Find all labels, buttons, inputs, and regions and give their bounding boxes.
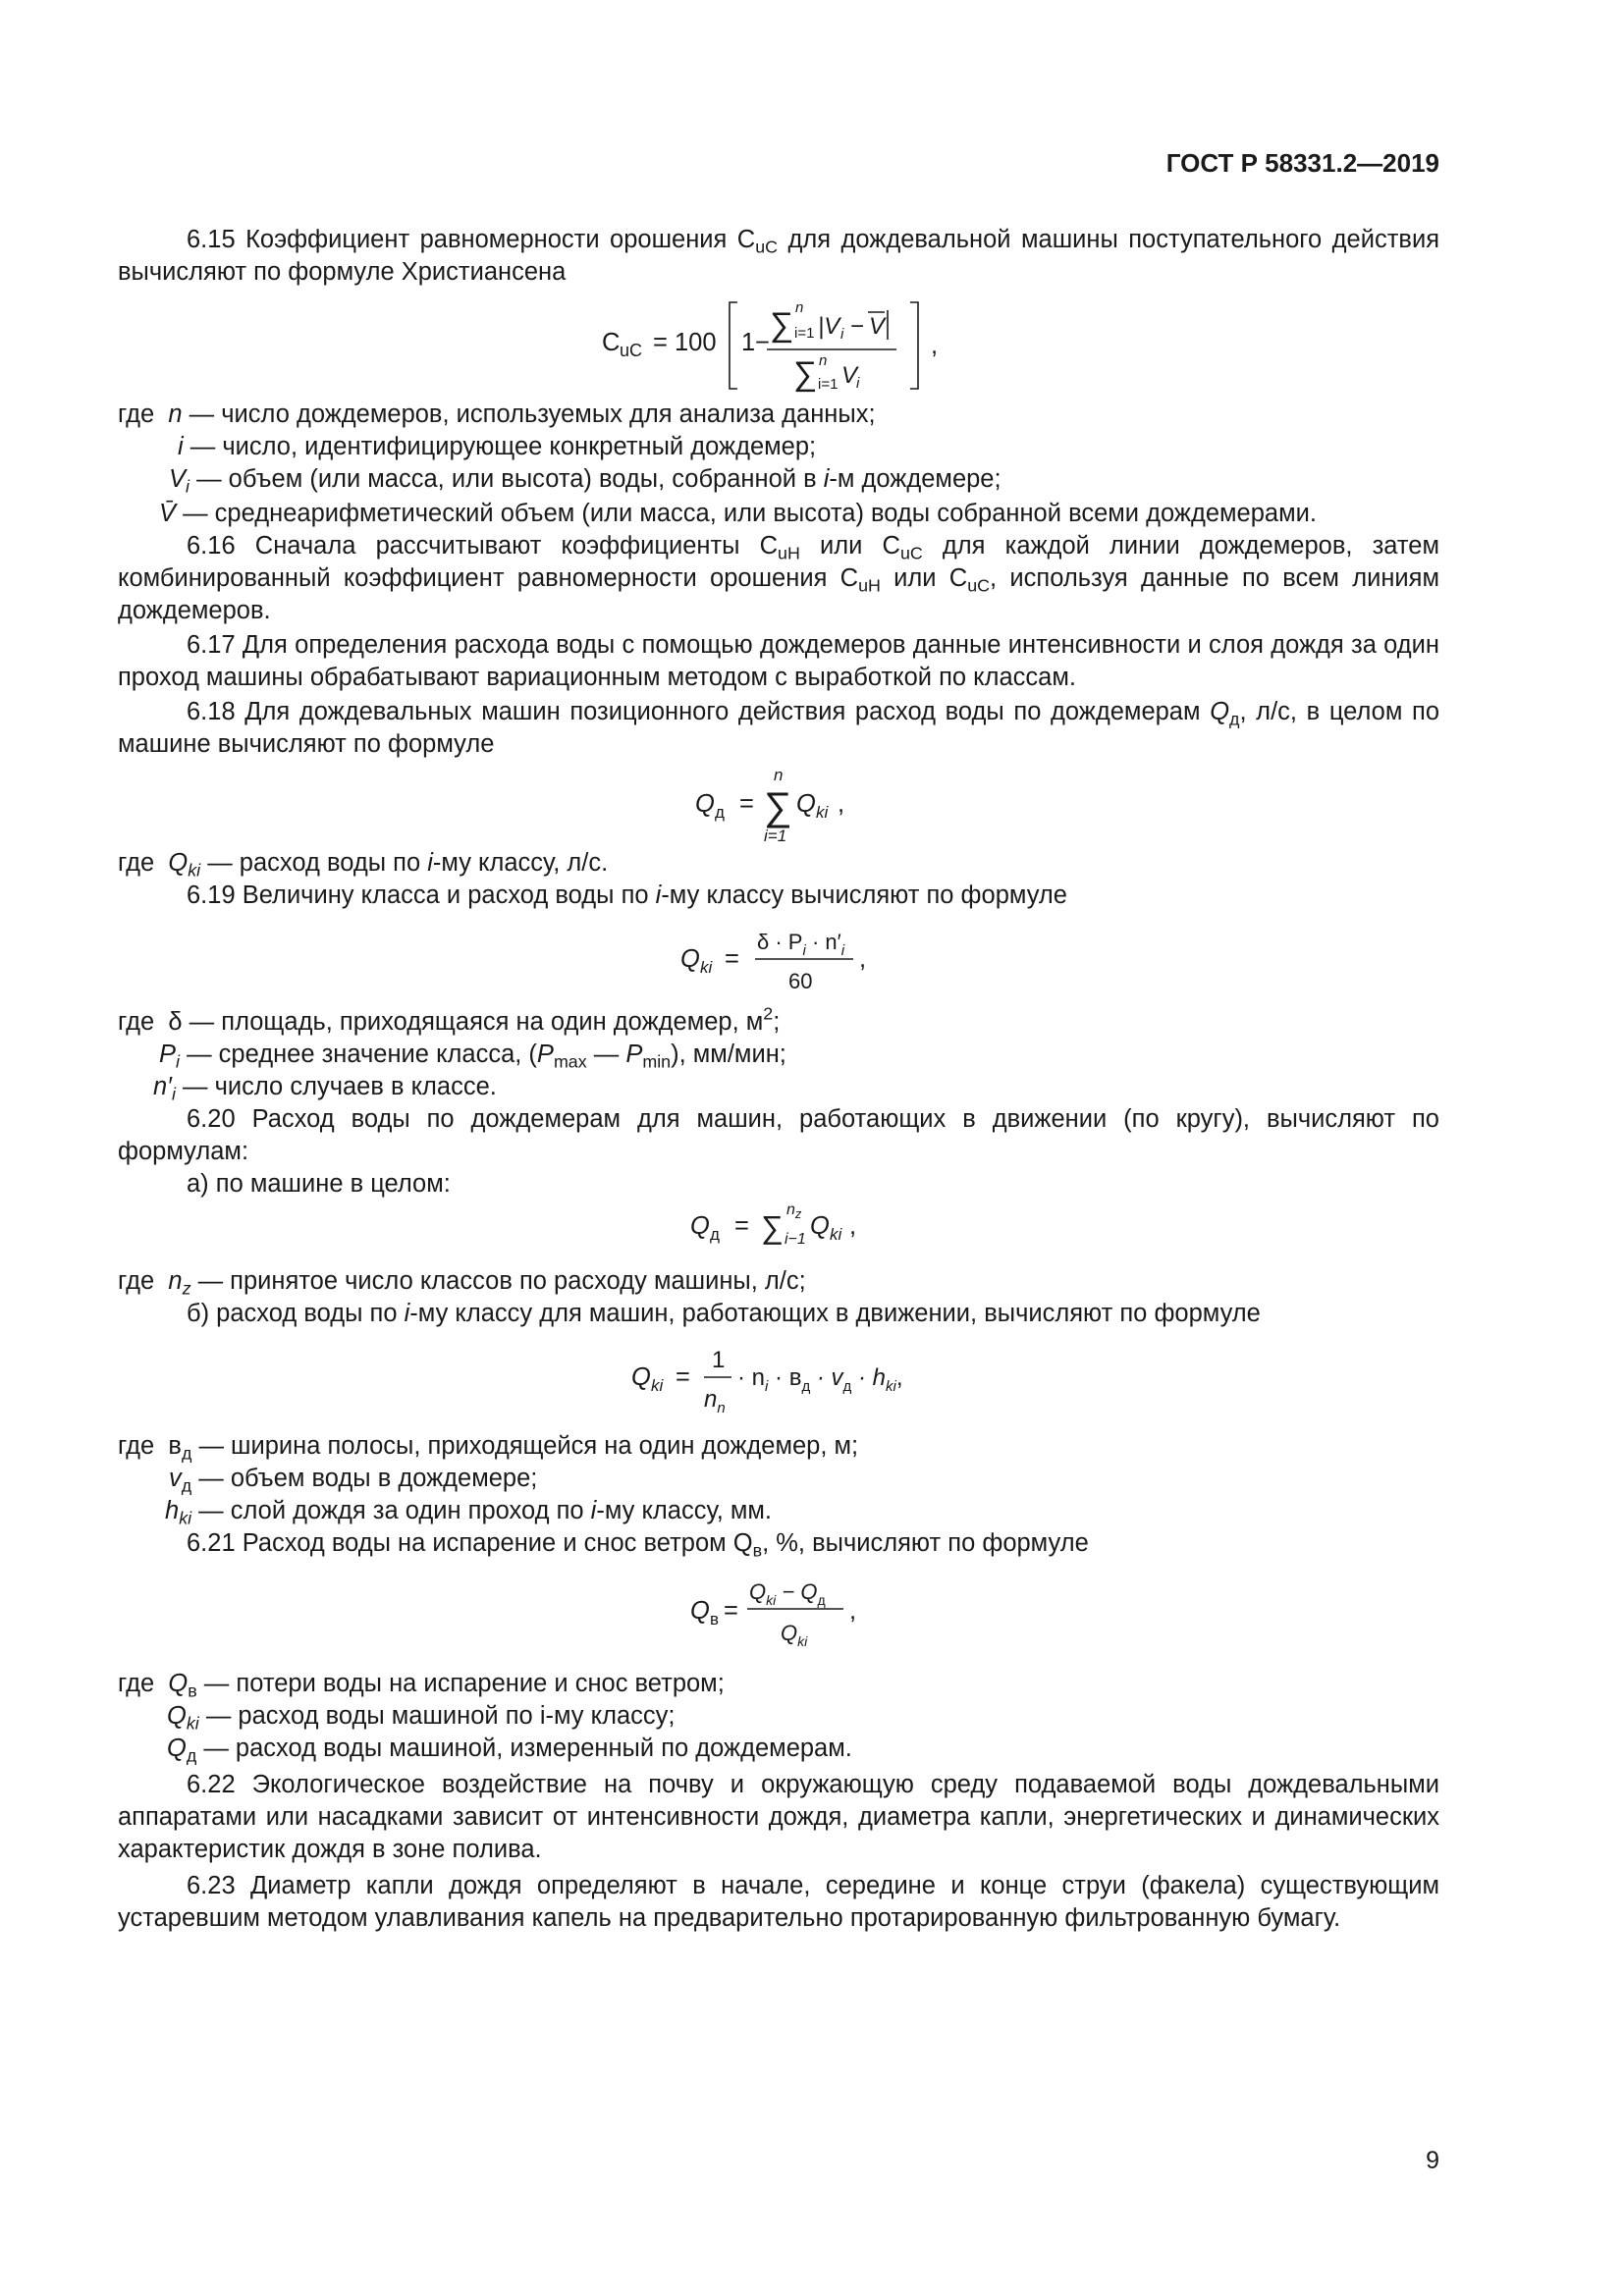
fraction-denominator: $n_n$ <box>704 1386 726 1416</box>
legend-6-20-nz: где $n_z$ — принятое число классов по расходу машины, л/с; <box>118 1267 806 1299</box>
paragraph-6-21: 6.21 Расход воды на испарение и снос ветром $Q_в$, %, вычисляют по формуле <box>187 1529 1089 1561</box>
sum-top: $n_z$ <box>786 1201 802 1221</box>
formula-lhs-subscript: ki <box>700 958 713 977</box>
formula-equals: = 100 <box>653 329 717 356</box>
denominator-term: V <box>841 362 858 389</box>
sum-sign-numerator: ∑ <box>770 306 794 344</box>
formula-lhs-subscript: д <box>710 1225 720 1244</box>
formula-lhs-symbol: Q <box>631 1363 651 1391</box>
item-6-20-b: б) расход воды по i-му классу для машин, работающих в движении, вычисляют по формуле <box>187 1300 1261 1327</box>
fraction-denominator: 60 <box>788 969 813 993</box>
sum-bottom: i=1 <box>764 827 787 843</box>
numerator-term: |V <box>818 313 840 340</box>
formula-lhs-symbol: Q <box>695 790 715 818</box>
formula-comma: , <box>838 790 845 818</box>
legend-6-19-delta: где δ — площадь, приходящаяся на один дождемер, $м^2$; <box>118 1003 781 1036</box>
formula-6-18 <box>118 761 1439 843</box>
document-body <box>118 224 1439 1935</box>
legend-6-15-vbar: V̄ — среднеарифметический объем (или масса, или высота) воды собранной всеми дождемерами. <box>159 500 1317 527</box>
legend-6-19-ni: $n'_i$ — число случаев в классе. <box>153 1073 497 1104</box>
formula-christiansen <box>118 293 1439 399</box>
formula-lhs-subscript: в <box>710 1610 720 1629</box>
fraction-numerator: 1 <box>712 1347 726 1373</box>
sum-top: n <box>774 766 784 784</box>
formula-6-20-a <box>118 1195 1439 1255</box>
formula-equals: = <box>725 945 739 973</box>
sum-top-n-denominator: n <box>819 352 828 369</box>
right-bracket <box>910 302 918 389</box>
formula-lhs-subscript: д <box>715 803 725 822</box>
formula-6-19 <box>118 918 1439 1002</box>
formula-one-minus: 1− <box>741 329 771 356</box>
legend-6-20-vd-volume: $v_д$ — объем воды в дождемере; <box>169 1465 538 1496</box>
sum-sign-denominator: ∑ <box>793 355 818 393</box>
formula-equals: = <box>724 1597 738 1625</box>
fraction-numerator: $\delta \cdot P_i \cdot n'_i$ <box>757 930 845 959</box>
formula-comma: , <box>849 1212 857 1240</box>
sum-bottom-numerator: i=1 <box>794 325 815 342</box>
standard-number: ГОСТ Р 58331.2—2019 <box>1165 148 1439 178</box>
legend-6-15-i: i — число, идентифицирующее конкретный дождемер; <box>178 433 817 460</box>
legend-6-19-pi: $P_i$ — среднее значение класса, ($P_{max}$ — $P_{min}$), мм/мин; <box>159 1041 786 1072</box>
sum-top-n-numerator: n <box>795 299 804 316</box>
formula-equals: = <box>734 1212 749 1240</box>
paragraph-6-23: 6.23 Диаметр капли дождя определяют в начале, середине и конце струи (факела) существующим устаревшим методом улавливания капель на предварительно протарированную фильтрованную бумагу. <box>118 1872 1439 1932</box>
sum-bottom-denominator: i=1 <box>818 376 839 393</box>
paragraph-6-16: 6.16 Сначала рассчитывают коэффициенты $C_{uH}$ или $C_{uC}$ для каждой линии дождемеров, затем комбинированный коэффициент равномерности орошения $C_{uH}$ или $C_{uC}$, используя данные по всем линиям дождемеров. <box>118 532 1440 624</box>
sum-bottom: i−1 <box>785 1231 806 1248</box>
fraction-numerator: $Q_{ki} - Q_д$ <box>749 1579 826 1608</box>
sum-term: Q <box>796 790 816 818</box>
formula-equals: = <box>739 790 754 818</box>
formula-lhs-symbol: Q <box>690 1597 710 1625</box>
legend-6-15-n: где n — число дождемеров, используемых для анализа данных; <box>118 400 876 428</box>
paragraph-6-22: 6.22 Экологическое воздействие на почву и окружающую среду подаваемой воды дождевальными аппаратами или насадками зависит от интенсивности дождя, диаметра капли, энергетических и динамических характеристик дождя в зоне полива. <box>118 1771 1439 1863</box>
page-number: 9 <box>1426 2147 1439 2174</box>
formula-lhs-symbol: Q <box>680 945 700 973</box>
paragraph-6-17: 6.17 Для определения расхода воды с помощью дождемеров данные интенсивности и слоя дождя за один проход машины обрабатывают вариационным методом с выработкой по классам. <box>118 631 1439 691</box>
legend-6-21-qv: где $Q_в$ — потери воды на испарение и снос ветром; <box>118 1670 725 1701</box>
legend-6-20-vd-width: где $в_д$ — ширина полосы, приходящейся на один дождемер, м; <box>118 1432 859 1464</box>
denominator-subscript-i: i <box>856 375 860 392</box>
formula-6-20-b <box>118 1336 1439 1426</box>
legend-6-18-qki: где $Q_{ki}$ — расход воды по i-му классу, л/с. <box>118 849 609 881</box>
formula-lhs-subscript: ki <box>651 1376 664 1395</box>
numerator-minus: − <box>850 313 865 340</box>
formula-lhs-symbol: Q <box>690 1212 710 1240</box>
numerator-subscript-i: i <box>840 326 844 343</box>
formula-6-21 <box>118 1570 1439 1660</box>
left-bracket <box>730 302 737 389</box>
paragraph-6-19: 6.19 Величину класса и расход воды по i-му классу вычисляют по формуле <box>187 881 1067 909</box>
paragraph-6-18: 6.18 Для дождевальных машин позиционного действия расход воды по дождемерам $Q_д$, л/с, в целом по машине вычисляют по формуле <box>118 698 1440 758</box>
sum-term-subscript: ki <box>830 1225 842 1244</box>
formula-lhs-subscript: uC <box>620 341 643 360</box>
sum-sign: ∑ <box>761 1209 784 1245</box>
paragraph-6-20: 6.20 Расход воды по дождемерам для машин, работающих в движении (по кругу), вычисляют по формулам: <box>118 1105 1439 1165</box>
sum-sign: ∑ <box>764 785 792 828</box>
formula-comma: , <box>849 1597 857 1625</box>
legend-6-15-vi: $V_i$ — объем (или масса, или высота) воды, собранной в i-м дождемере; <box>169 465 1001 497</box>
product-terms: · $n_i \cdot в_д \cdot v_д \cdot h_{ki}$, <box>737 1364 903 1395</box>
numerator-vbar: V <box>869 313 886 340</box>
fraction-denominator: $Q_{ki}$ <box>781 1621 808 1649</box>
item-6-20-a: а) по машине в целом: <box>187 1170 451 1198</box>
formula-lhs-symbol: C <box>602 329 621 356</box>
formula-equals: = <box>676 1363 690 1391</box>
formula-comma: , <box>931 332 939 359</box>
legend-6-20-hki: $h_{ki}$ — слой дождя за один проход по i-му классу, мм. <box>165 1497 773 1528</box>
paragraph-6-15: 6.15 Коэффициент равномерности орошения $C_{uC}$ для дождевальной машины поступательного действия вычисляют по формуле Христиансена <box>118 226 1440 286</box>
formula-comma: , <box>859 945 867 973</box>
sum-term-subscript: ki <box>816 803 829 822</box>
legend-6-21-qki: $Q_{ki}$ — расход воды машиной по i-му классу; <box>167 1702 676 1734</box>
sum-term: Q <box>810 1212 830 1240</box>
legend-6-21-qd: $Q_д$ — расход воды машиной, измеренный по дождемерам. <box>167 1735 852 1766</box>
